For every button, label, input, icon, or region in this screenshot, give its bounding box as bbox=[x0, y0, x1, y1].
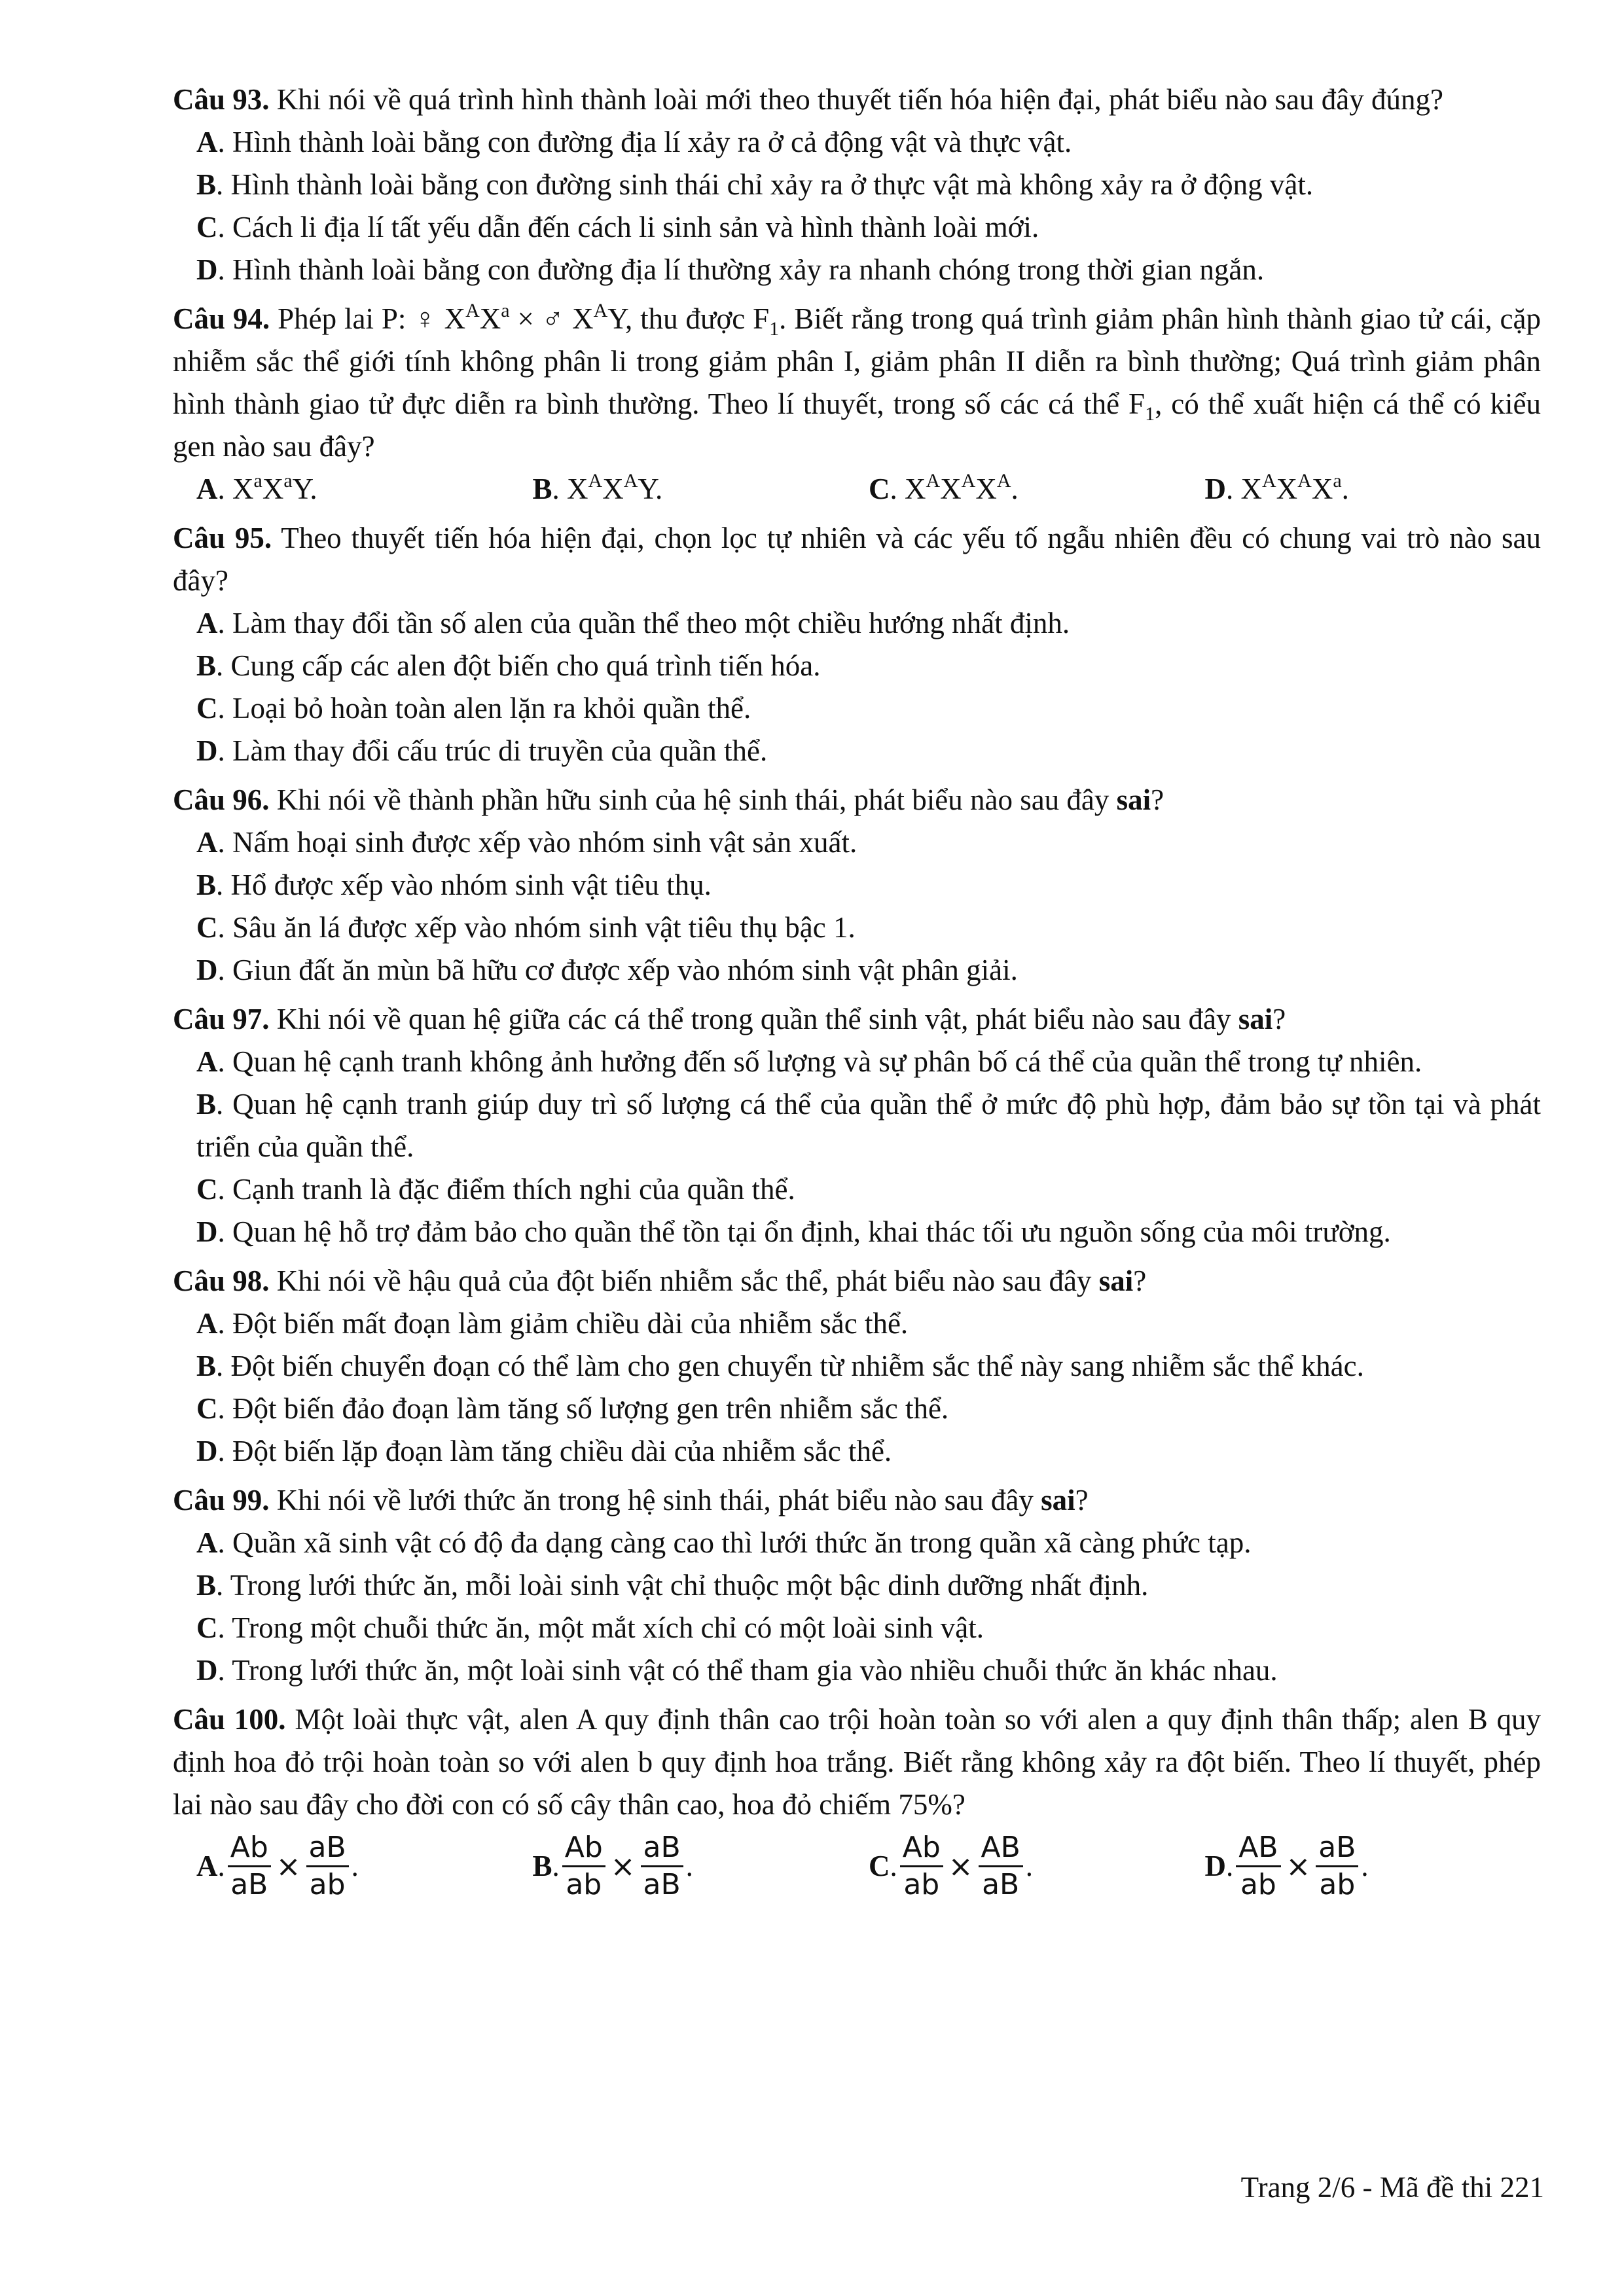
question-99 bbox=[173, 1479, 1541, 1692]
option-c: C. Cách li địa lí tất yếu dẫn đến cách li sinh sản và hình thành loài mới. bbox=[196, 211, 1039, 243]
times-sign: × bbox=[610, 1849, 636, 1884]
option-a: A. Quan hệ cạnh tranh không ảnh hưởng đến số lượng và sự phân bố cá thể của quần thể trong tự nhiên. bbox=[196, 1045, 1422, 1078]
option-a: A. Hình thành loài bằng con đường địa lí xảy ra ở cả động vật và thực vật. bbox=[196, 126, 1072, 158]
question-label: Câu 94. bbox=[173, 302, 270, 335]
option-a: A. Nấm hoại sinh được xếp vào nhóm sinh vật sản xuất. bbox=[196, 826, 857, 859]
option-d: D. Làm thay đổi cấu trúc di truyền của quần thể. bbox=[196, 734, 768, 767]
genotype-fraction: $\frac{AB}{ab}$ bbox=[1236, 1830, 1280, 1903]
question-label: Câu 100. bbox=[173, 1703, 286, 1736]
genotype-fraction: $\frac{Ab}{aB}$ bbox=[228, 1830, 271, 1903]
option-d: D. Trong lưới thức ăn, một loài sinh vật có thể tham gia vào nhiều chuỗi thức ăn khác nhau. bbox=[196, 1654, 1278, 1687]
question-stem: Câu 96. Khi nói về thành phần hữu sinh của hệ sinh thái, phát biểu nào sau đây sai? bbox=[173, 783, 1164, 816]
option-d: D. Giun đất ăn mùn bã hữu cơ được xếp vào nhóm sinh vật phân giải. bbox=[196, 954, 1018, 986]
question-stem: Câu 94. Phép lai P: ♀ $X^AX^a$ × ♂ $X^AY$, thu được $F_1$. Biết rằng trong quá trình giảm phân hình thành giao tử cái, cặp nhiễm sắc thể giới tính không phân li trong giảm phân I, giảm phân II diễn ra bình thường; Quá trình giảm phân hình thành giao tử đực diễn ra bình thường. Theo lí thuyết, trong số các cá thể $F_1$, có thể xuất hiện cá thể có kiểu gen nào sau đây? bbox=[173, 300, 1541, 463]
option-c: C. Loại bỏ hoàn toàn alen lặn ra khỏi quần thể. bbox=[196, 692, 751, 725]
option-b: B. Quan hệ cạnh tranh giúp duy trì số lượng cá thể của quần thể ở mức độ phù hợp, đảm bảo sự tồn tại và phát triển của quần thể. bbox=[196, 1088, 1541, 1163]
question-stem: Câu 97. Khi nói về quan hệ giữa các cá thể trong quần thể sinh vật, phát biểu nào sau đây sai? bbox=[173, 1003, 1286, 1035]
option-a: A. Quần xã sinh vật có độ đa dạng càng cao thì lưới thức ăn trong quần xã càng phức tạp. bbox=[196, 1526, 1252, 1559]
times-sign: × bbox=[1286, 1849, 1311, 1884]
question-label: Câu 97. bbox=[173, 1003, 270, 1035]
question-list bbox=[173, 79, 1541, 1909]
question-label: Câu 95. bbox=[173, 522, 272, 554]
option-c: C . $\frac{Ab}{ab}$ × $\frac{AB}{aB}$ . bbox=[869, 1831, 1034, 1901]
option-c: C. Đột biến đảo đoạn làm tăng số lượng gen trên nhiễm sắc thể. bbox=[196, 1392, 949, 1425]
option-c: C. Sâu ăn lá được xếp vào nhóm sinh vật tiêu thụ bậc 1. bbox=[196, 911, 856, 944]
genotype-fraction: $\frac{aB}{ab}$ bbox=[306, 1830, 349, 1903]
question-label: Câu 96. bbox=[173, 783, 270, 816]
stem-text: Khi nói về quá trình hình thành loài mới theo thuyết tiến hóa hiện đại, phát biểu nào sau đây đúng? bbox=[276, 83, 1443, 116]
option-b: B. Trong lưới thức ăn, mỗi loài sinh vật chỉ thuộc một bậc dinh dưỡng nhất định. bbox=[196, 1569, 1149, 1602]
option-a: A. Làm thay đổi tần số alen của quần thể theo một chiều hướng nhất định. bbox=[196, 607, 1070, 639]
genotype-fraction: $\frac{AB}{aB}$ bbox=[979, 1830, 1023, 1903]
question-stem: Câu 95. Theo thuyết tiến hóa hiện đại, chọn lọc tự nhiên và các yếu tố ngẫu nhiên đều có chung vai trò nào sau đây? bbox=[173, 522, 1541, 597]
option-c: C. $X^AX^AX^A$. bbox=[869, 470, 1019, 505]
genotype-text: $X^AX^AX^A$. bbox=[905, 470, 1019, 505]
genotype-fraction: $\frac{Ab}{ab}$ bbox=[562, 1830, 605, 1903]
question-label: Câu 99. bbox=[173, 1484, 270, 1516]
page-footer: Trang 2/6 - Mã đề thi 221 bbox=[1240, 2171, 1544, 2204]
option-d: D . $\frac{AB}{ab}$ × $\frac{aB}{ab}$ . bbox=[1204, 1831, 1369, 1901]
genotype-text: $X^AX^AY$. bbox=[567, 470, 663, 505]
genotype-text: $X^aX^aY$. bbox=[232, 470, 317, 505]
genotype-fraction: $\frac{Ab}{ab}$ bbox=[900, 1830, 943, 1903]
question-stem: Câu 98. Khi nói về hậu quả của đột biến nhiễm sắc thể, phát biểu nào sau đây sai? bbox=[173, 1265, 1147, 1297]
question-100 bbox=[173, 1698, 1541, 1903]
option-grid bbox=[196, 468, 1541, 511]
question-94 bbox=[173, 298, 1541, 511]
question-label: Câu 98. bbox=[173, 1265, 270, 1297]
question-stem: Câu 100. Một loài thực vật, alen A quy định thân cao trội hoàn toàn so với alen a quy định thân thấp; alen B quy định hoa đỏ trội hoàn toàn so với alen b quy định hoa trắng. Biết rằng không xảy ra đột biến. Theo lí thuyết, phép lai nào sau đây cho đời con có số cây thân cao, hoa đỏ chiếm 75%? bbox=[173, 1703, 1541, 1821]
question-97 bbox=[173, 998, 1541, 1253]
question-93 bbox=[173, 79, 1541, 291]
option-c: C. Cạnh tranh là đặc điểm thích nghi của quần thể. bbox=[196, 1173, 795, 1206]
option-d: D. $X^AX^AX^a$. bbox=[1204, 470, 1349, 505]
option-b: B. Cung cấp các alen đột biến cho quá trình tiến hóa. bbox=[196, 649, 821, 682]
times-sign: × bbox=[276, 1849, 301, 1884]
emphasis-word: sai bbox=[1041, 1484, 1075, 1516]
question-stem: Câu 99. Khi nói về lưới thức ăn trong hệ sinh thái, phát biểu nào sau đây sai? bbox=[173, 1484, 1089, 1516]
option-b: B. Hình thành loài bằng con đường sinh thái chỉ xảy ra ở thực vật mà không xảy ra ở động vật. bbox=[196, 168, 1314, 201]
option-a: A. Đột biến mất đoạn làm giảm chiều dài của nhiễm sắc thể. bbox=[196, 1307, 909, 1340]
option-a: A . $\frac{Ab}{aB}$ × $\frac{aB}{ab}$ . bbox=[196, 1831, 359, 1901]
question-stem bbox=[173, 79, 1541, 121]
option-d: D. Quan hệ hỗ trợ đảm bảo cho quần thể tồn tại ổn định, khai thác tối ưu nguồn sống của môi trường. bbox=[196, 1215, 1391, 1248]
option-d: D. Hình thành loài bằng con đường địa lí thường xảy ra nhanh chóng trong thời gian ngắn. bbox=[196, 253, 1265, 286]
genotype-fraction: $\frac{aB}{ab}$ bbox=[1316, 1830, 1358, 1903]
option-c: C. Trong một chuỗi thức ăn, một mắt xích chỉ có một loài sinh vật. bbox=[196, 1611, 984, 1644]
question-label: Câu 93. bbox=[173, 83, 270, 116]
times-sign: × bbox=[948, 1849, 973, 1884]
question-96 bbox=[173, 779, 1541, 992]
option-b: B . $\frac{Ab}{ab}$ × $\frac{aB}{aB}$ . bbox=[532, 1831, 693, 1901]
question-98 bbox=[173, 1260, 1541, 1473]
genotype-fraction: $\frac{aB}{aB}$ bbox=[641, 1830, 683, 1903]
option-b: B. Hổ được xếp vào nhóm sinh vật tiêu thụ. bbox=[196, 869, 712, 901]
emphasis-word: sai bbox=[1116, 783, 1151, 816]
genotype-text: $X^AX^AX^a$. bbox=[1240, 470, 1349, 505]
option-d: D. Đột biến lặp đoạn làm tăng chiều dài của nhiễm sắc thể. bbox=[196, 1435, 892, 1467]
emphasis-word: sai bbox=[1238, 1003, 1273, 1035]
emphasis-word: sai bbox=[1098, 1265, 1134, 1297]
option-b: B. Đột biến chuyển đoạn có thể làm cho gen chuyển từ nhiễm sắc thể này sang nhiễm sắc thể khác. bbox=[196, 1350, 1364, 1382]
question-95 bbox=[173, 517, 1541, 772]
option-a: A. $X^aX^aY$. bbox=[196, 470, 317, 505]
option-b: B. $X^AX^AY$. bbox=[532, 470, 663, 505]
option-grid bbox=[196, 1830, 1541, 1903]
